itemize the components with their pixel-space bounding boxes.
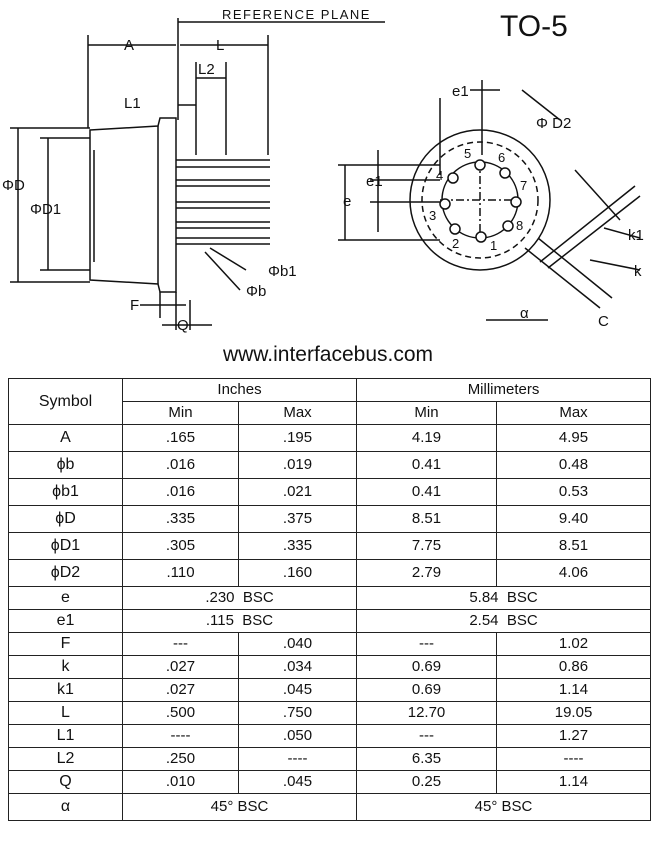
dim-L1: L1	[124, 95, 141, 112]
dim-L: L	[216, 37, 225, 54]
table-row	[9, 794, 651, 821]
pin-6	[500, 168, 510, 178]
in-max-cell: .375	[239, 506, 357, 533]
pin-7	[511, 197, 521, 207]
in-max-cell: .040	[239, 633, 357, 656]
pin-label-2: 2	[452, 236, 460, 251]
dim-Q: Q	[177, 317, 189, 334]
in-min-cell: .250	[123, 748, 239, 771]
symbol-cell: ϕD	[9, 506, 123, 533]
in-max-cell: .019	[239, 452, 357, 479]
symbol-cell: e1	[9, 610, 123, 633]
dim-phib1: Φb1	[268, 263, 297, 280]
in-bsc-cell: 45° BSC	[123, 794, 357, 821]
symbol-cell: k	[9, 656, 123, 679]
mm-bsc-cell: 45° BSC	[357, 794, 651, 821]
in-max-cell: .045	[239, 679, 357, 702]
symbol-cell: ϕb1	[9, 479, 123, 506]
table-row	[9, 633, 651, 656]
table-row	[9, 702, 651, 725]
in-max-cell: .021	[239, 479, 357, 506]
pin-2	[450, 224, 460, 234]
center-line-label: C	[598, 313, 609, 330]
mm-min-cell: 0.69	[357, 679, 497, 702]
mm-min-cell: 8.51	[357, 506, 497, 533]
mm-max-cell: 19.05	[497, 702, 651, 725]
symbol-cell: L	[9, 702, 123, 725]
mm-min-cell: ---	[357, 633, 497, 656]
mm-max-cell: 4.95	[497, 425, 651, 452]
package-body-side	[90, 118, 176, 292]
in-min-cell: .016	[123, 452, 239, 479]
table-row	[9, 679, 651, 702]
symbol-cell: α	[9, 794, 123, 821]
pin-5	[475, 160, 485, 170]
dim-A: A	[124, 37, 135, 54]
in-min-cell: .500	[123, 702, 239, 725]
mm-min-cell: 7.75	[357, 533, 497, 560]
in-min-cell: .110	[123, 560, 239, 587]
in-max-cell: ----	[239, 748, 357, 771]
in-max-cell: .034	[239, 656, 357, 679]
dim-phiD: ΦD	[2, 177, 25, 194]
dimensions-table	[8, 378, 651, 821]
pin-8	[503, 221, 513, 231]
in-min-cell: ----	[123, 725, 239, 748]
mm-bsc-cell: 5.84 BSC	[357, 587, 651, 610]
symbol-cell: ϕb	[9, 452, 123, 479]
table-row	[9, 610, 651, 633]
mm-min-cell: 2.79	[357, 560, 497, 587]
mm-min-cell: 6.35	[357, 748, 497, 771]
dim-e1-left: e1	[366, 173, 383, 190]
mm-max-cell: 0.86	[497, 656, 651, 679]
in-min-cell: .010	[123, 771, 239, 794]
table-row	[9, 725, 651, 748]
table-row	[9, 533, 651, 560]
header-in-max: Max	[239, 402, 357, 425]
pin-label-3: 3	[429, 208, 437, 223]
mm-max-cell: 4.06	[497, 560, 651, 587]
table-row	[9, 506, 651, 533]
in-bsc-cell: .115 BSC	[123, 610, 357, 633]
mm-min-cell: ---	[357, 725, 497, 748]
package-drawing	[0, 0, 656, 372]
pin-label-4: 4	[436, 168, 444, 183]
table-row	[9, 748, 651, 771]
pin-4	[448, 173, 458, 183]
header-millimeters: Millimeters	[357, 379, 651, 402]
symbol-cell: k1	[9, 679, 123, 702]
pin-label-5: 5	[464, 146, 472, 161]
symbol-cell: A	[9, 425, 123, 452]
in-max-cell: .050	[239, 725, 357, 748]
pin-label-7: 7	[520, 178, 528, 193]
table-row	[9, 452, 651, 479]
header-mm-max: Max	[497, 402, 651, 425]
header-symbol: Symbol	[9, 379, 123, 425]
dim-F: F	[130, 297, 140, 314]
in-max-cell: .750	[239, 702, 357, 725]
header-in-min: Min	[123, 402, 239, 425]
symbol-cell: Q	[9, 771, 123, 794]
table-row	[9, 771, 651, 794]
mm-min-cell: 0.25	[357, 771, 497, 794]
table-row	[9, 560, 651, 587]
dim-L2: L2	[198, 61, 215, 78]
dim-e: e	[343, 193, 352, 210]
mm-max-cell: 1.27	[497, 725, 651, 748]
reference-plane-label: REFERENCE PLANE	[222, 7, 371, 22]
in-min-cell: .016	[123, 479, 239, 506]
dim-phiD2: Φ D2	[536, 115, 572, 132]
pin-label-6: 6	[498, 150, 506, 165]
mm-max-cell: 0.53	[497, 479, 651, 506]
in-max-cell: .160	[239, 560, 357, 587]
table-row	[9, 587, 651, 610]
dim-phib: Φb	[246, 283, 267, 300]
pin-label-1: 1	[490, 238, 498, 253]
pin-label-8: 8	[516, 218, 524, 233]
mm-max-cell: ----	[497, 748, 651, 771]
dim-k: k	[634, 263, 642, 280]
in-min-cell: .027	[123, 656, 239, 679]
in-min-cell: .305	[123, 533, 239, 560]
dim-k1: k1	[628, 227, 644, 244]
site-url: www.interfacebus.com	[222, 343, 434, 366]
mm-max-cell: 8.51	[497, 533, 651, 560]
symbol-cell: F	[9, 633, 123, 656]
symbol-cell: e	[9, 587, 123, 610]
in-min-cell: .165	[123, 425, 239, 452]
pin-1	[476, 232, 486, 242]
mm-max-cell: 1.14	[497, 679, 651, 702]
dim-alpha: α	[520, 305, 529, 322]
mm-max-cell: 1.14	[497, 771, 651, 794]
header-inches: Inches	[123, 379, 357, 402]
symbol-cell: L1	[9, 725, 123, 748]
package-title: TO-5	[500, 10, 568, 43]
in-max-cell: .335	[239, 533, 357, 560]
table-row	[9, 656, 651, 679]
header-mm-min: Min	[357, 402, 497, 425]
mm-max-cell: 9.40	[497, 506, 651, 533]
in-min-cell: .027	[123, 679, 239, 702]
symbol-cell: ϕD2	[9, 560, 123, 587]
mm-min-cell: 12.70	[357, 702, 497, 725]
dim-phiD1: ΦD1	[30, 201, 62, 218]
mm-min-cell: 0.41	[357, 452, 497, 479]
symbol-cell: L2	[9, 748, 123, 771]
pin-3	[440, 199, 450, 209]
mm-min-cell: 4.19	[357, 425, 497, 452]
table-row	[9, 479, 651, 506]
table-row	[9, 425, 651, 452]
dim-e1-top: e1	[452, 83, 469, 100]
in-min-cell: .335	[123, 506, 239, 533]
mm-max-cell: 1.02	[497, 633, 651, 656]
mm-max-cell: 0.48	[497, 452, 651, 479]
in-min-cell: ---	[123, 633, 239, 656]
in-max-cell: .195	[239, 425, 357, 452]
in-max-cell: .045	[239, 771, 357, 794]
symbol-cell: ϕD1	[9, 533, 123, 560]
in-bsc-cell: .230 BSC	[123, 587, 357, 610]
mm-bsc-cell: 2.54 BSC	[357, 610, 651, 633]
mm-min-cell: 0.41	[357, 479, 497, 506]
mm-min-cell: 0.69	[357, 656, 497, 679]
